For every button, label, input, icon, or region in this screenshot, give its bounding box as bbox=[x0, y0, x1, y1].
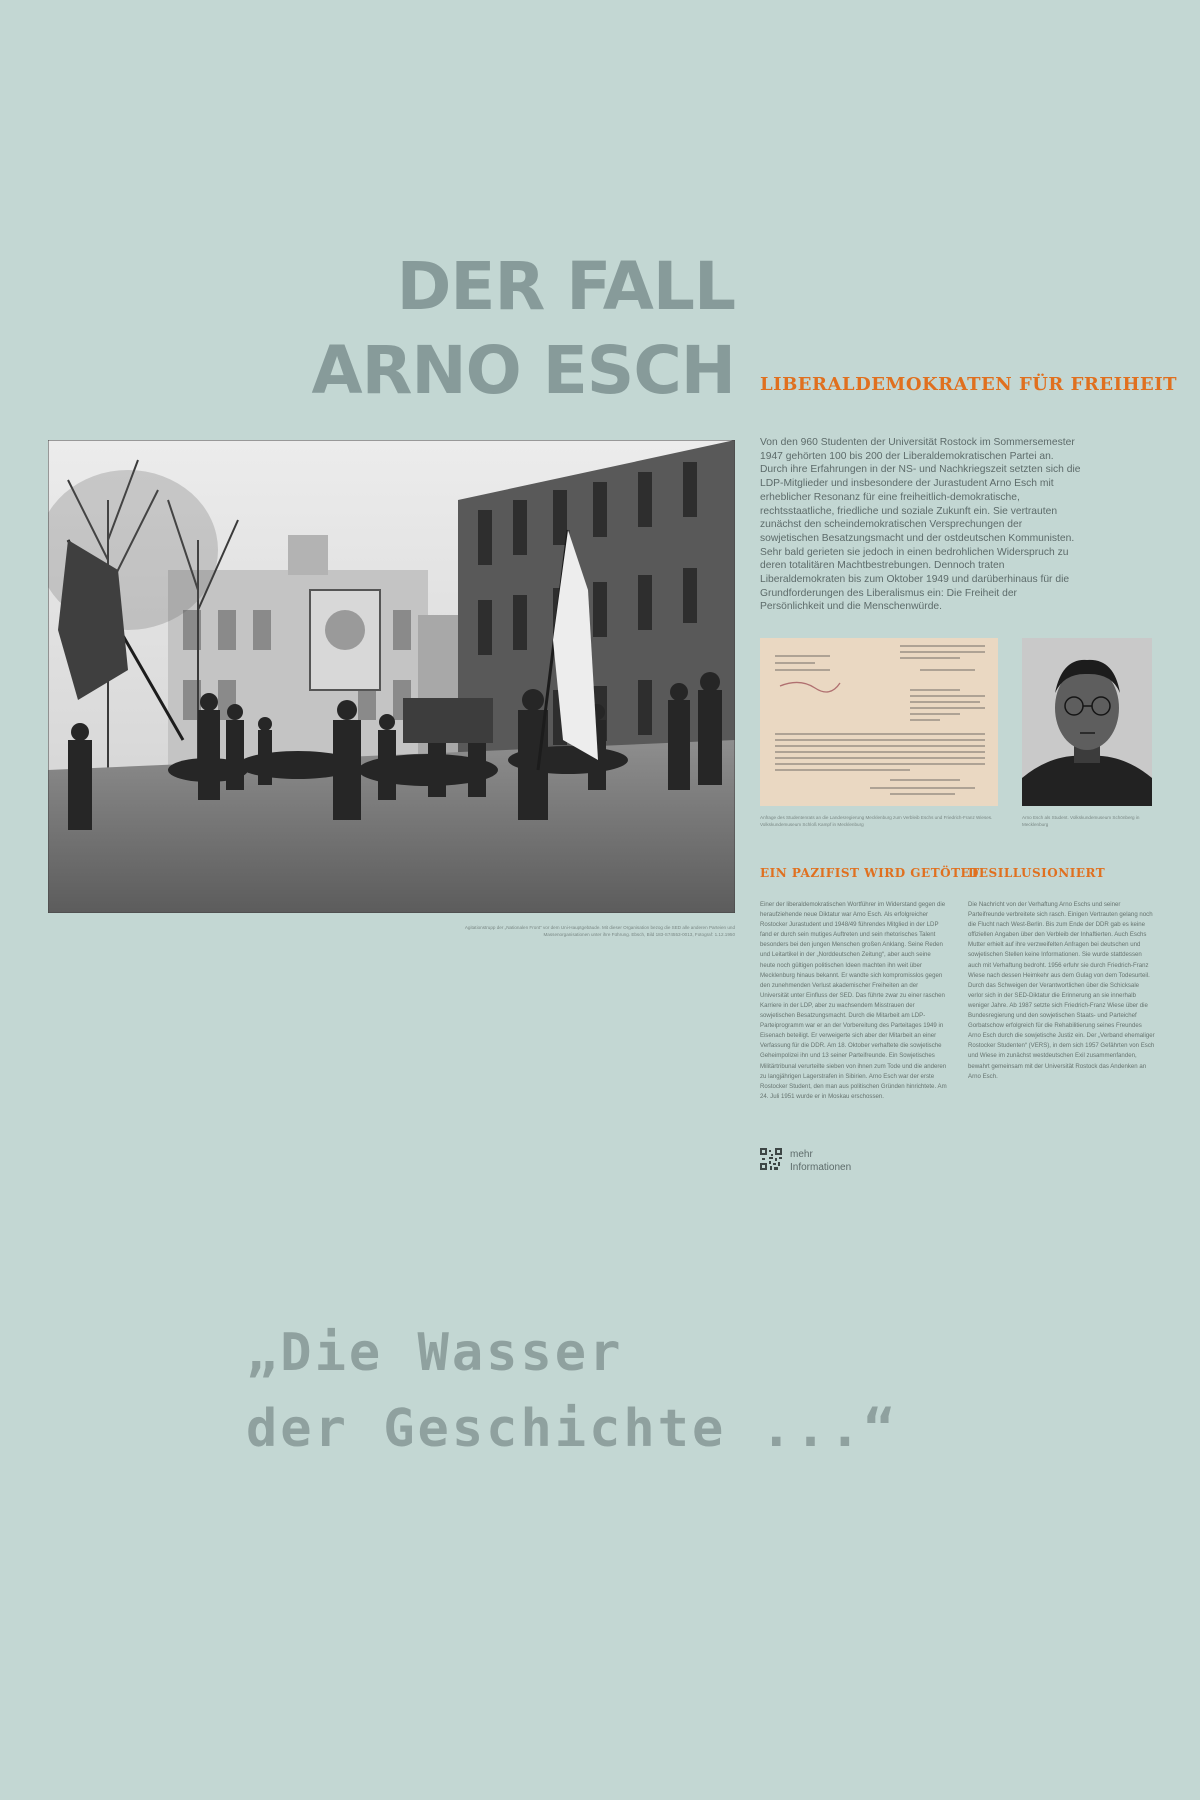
title-line-2: ARNO ESCH bbox=[311, 332, 735, 409]
quote-line-1: „Die Wasser bbox=[246, 1323, 624, 1383]
more-information-line-2: Informationen bbox=[790, 1162, 852, 1173]
heading-liberaldemokraten: LIBERALDEMOKRATEN FÜR FREIHEIT bbox=[760, 374, 1178, 395]
quote-line-2: der Geschichte ...“ bbox=[246, 1399, 898, 1459]
more-information-link[interactable] bbox=[760, 1148, 851, 1174]
demonstration-photo bbox=[48, 440, 735, 913]
arno-esch-portrait bbox=[1022, 638, 1152, 806]
portrait-caption: Arno Esch als Student. Volkskundemuseum Schönberg in Mecklenburg bbox=[1022, 815, 1140, 827]
typed-letter-photo bbox=[760, 638, 998, 806]
pazifist-text: Einer der liberaldemokratischen Wortführer im Widerstand gegen die heraufziehende neue Diktatur war Arno Esch. Als erfolgreicher Rostocker Jurastudent und 1948/49 führendes Mitglied in der LDP fand er durch sein mutiges Auftreten und sein rhetorisches Talent besonders bei den jungen Menschen großen Anklang. Seine Reden und Leitartikel in der „Norddeutschen Zeitung“, aber auch seine heute noch gültigen politischen Ideen machten ihn weit über Mecklenburg hinaus bekannt. Er wandte sich kompromisslos gegen den zunehmenden Verlust akademischer Freiheiten an der Universität unter Einfluss der SED. Das führte zwar zu einer raschen Karriere in der LDP, aber zu wachsendem Misstrauen der sowjetischen Besatzungsmacht. Durch die Mitarbeit am LDP-Parteiprogramm war er an der Vorbereitung des Parteitages 1949 in Eisenach beteiligt. Er verweigerte sich aber der Mitarbeit an einer Verfassung für die DDR. Am 18. Oktober verhaftete die sowjetische Geheimpolizei ihn und 13 seiner Parteifreunde. Ein Sowjetisches Militärtribunal verurteilte sieben von ihnen zum Tode und die anderen zu langjährigen Lagerstrafen in Sibirien. Arno Esch war der erste Rostocker Student, den man aus politischen Gründen hinrichtete. Am 24. Juli 1951 wurde er in Moskau erschossen. bbox=[760, 901, 947, 1100]
intro-text: Von den 960 Studenten der Universität Rostock im Sommersemester 1947 gehörten 100 bis 200 der Liberaldemokratischen Partei an. Durch ihre Erfahrungen in der NS- und Nachkriegszeit setzten sich die LDP-Mitglieder und insbesondere der Jurastudent Arno Esch mit erheblicher Resonanz für eine freiheitlich-demokratische, rechtsstaatliche, friedliche und soziale Zukunft ein. Sie vertrauten zunächst den scheindemokratischen Versprechungen der sowjetischen Besatzungsmacht und der ostdeutschen Kommunisten. Sehr bald gerieten sie jedoch in einen bedrohlichen Widerspruch zu deren totalitären Machtbestrebungen. Dennoch traten Liberaldemokraten bis zum Oktober 1949 und darüberhinaus für die Grundforderungen des Liberalismus ein: Die Freiheit der Persönlichkeit und die Menschenwürde. bbox=[760, 437, 1081, 613]
heading-desillusioniert: DESILLUSIONIERT bbox=[968, 866, 1106, 880]
quote bbox=[246, 1315, 898, 1467]
more-information-label bbox=[790, 1148, 851, 1174]
title-line-1: DER FALL bbox=[396, 248, 735, 325]
desillusioniert-text: Die Nachricht von der Verhaftung Arno Eschs und seiner Parteifreunde verbreitete sich rasch. Einigen Vertrauten gelang noch die Flucht nach West-Berlin. Bis zum Ende der DDR gab es keine offiziellen Angaben über den Verbleib der Inhaftierten. Auch Eschs Mutter erhielt auf ihre verzweifelten Anfragen bei deutschen und sowjetischen Stellen keine Informationen. Sie wurde stattdessen auch mit Verhaftung bedroht. 1956 erfuhr sie durch Friedrich-Franz Wiese nach dessen Heimkehr aus dem Gulag von dem Todesurteil. Durch das Schweigen der Verantwortlichen über die Schicksale verlor sich in der SED-Diktatur die Erinnerung an sie innerhalb weniger Jahre. Ab 1987 setzte sich Friedrich-Franz Wiese über die Bundesregierung und den sowjetischen Staats- und Parteichef Gorbatschow erfolgreich für die Rehabilitierung seines Freundes Arno Esch durch die sowjetische Justiz ein. Der „Verband ehemaliger Rostocker Studenten“ (VERS), in dem sich 1957 Gefährten von Esch und Wiese im zunächst westdeutschen Exil zusammenfanden, bewahrt gemeinsam mit der Universität Rostock das Andenken an Arno Esch. bbox=[968, 901, 1155, 1080]
demonstration-photo-caption: Agitationstrupp der „Nationalen Front“ vor dem Uni-Hauptgebäude. Mit dieser Organisation bezog die SED alle anderen Parteien und Massenorganisationen unter ihre Führung. Ebsch, Bild 183-S74553-0013, Fotograf: 1.12.1950 bbox=[464, 925, 735, 937]
heading-pazifist: EIN PAZIFIST WIRD GETÖTET bbox=[760, 866, 980, 880]
poster-title bbox=[311, 245, 735, 413]
typed-letter-caption: Anfrage des Studentenrats an die Landesregierung Mecklenburg zum Verbleib Eschs und Friedrich-Franz Wieses. Volkskundemuseum Schloß Kampf in Mecklenburg bbox=[760, 815, 993, 827]
more-information-line-1: mehr bbox=[790, 1149, 813, 1160]
qr-code-icon bbox=[760, 1148, 782, 1170]
